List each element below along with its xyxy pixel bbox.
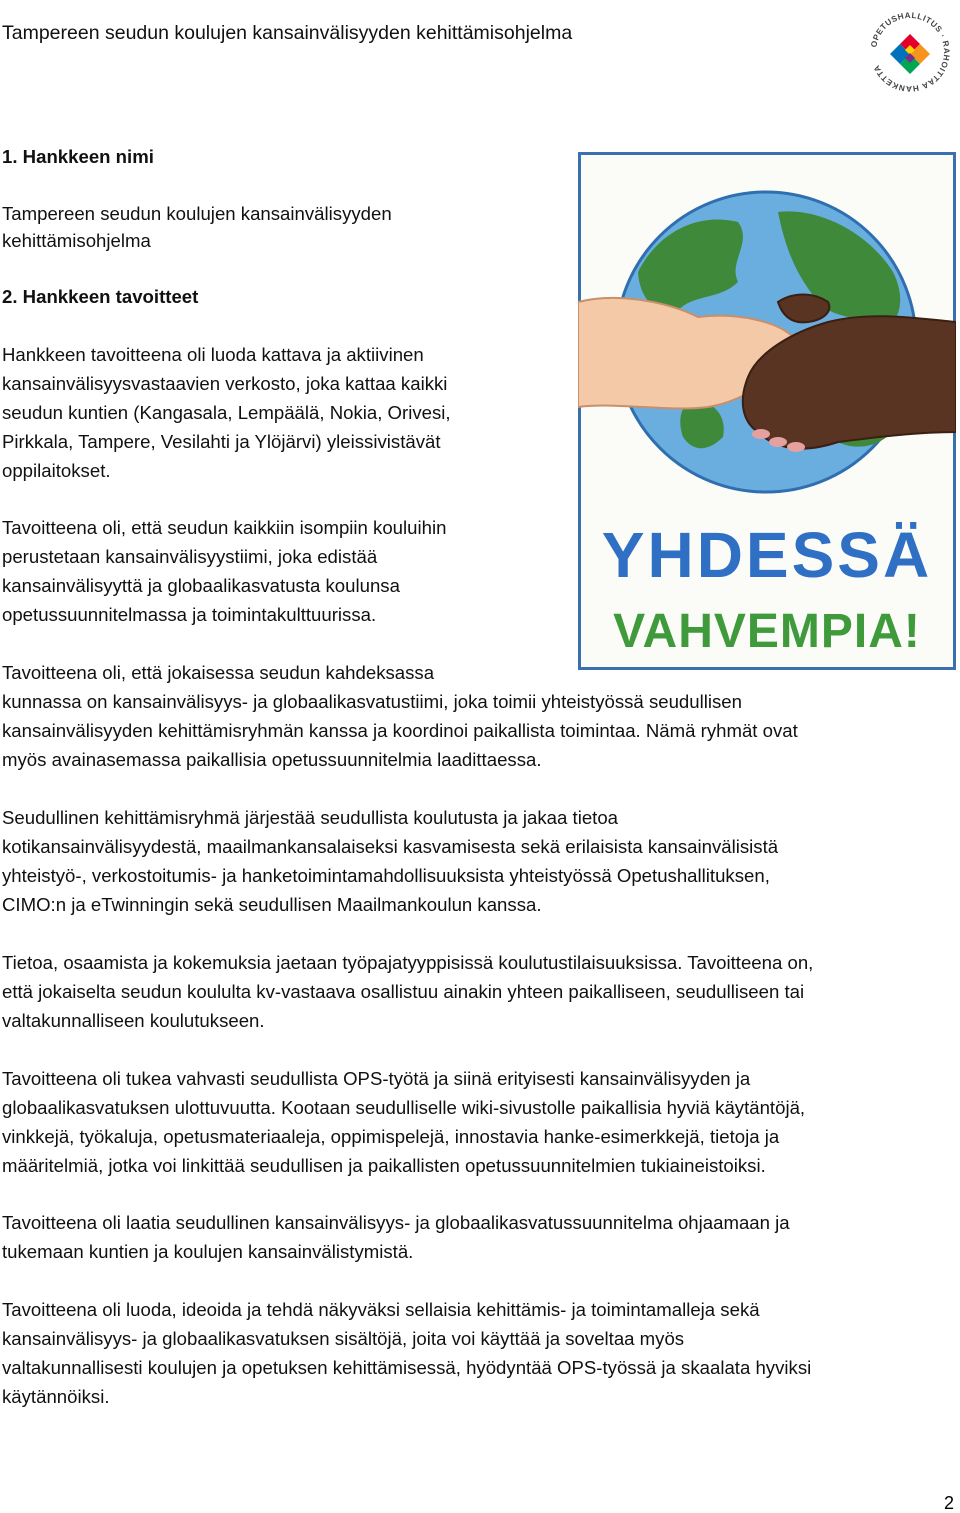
- opetushallitus-logo: [862, 4, 958, 100]
- paragraph-line: kotikansainvälisyydestä, maailmankansalaiseksi kasvamisesta sekä erilaisista kansainvälisistä: [2, 836, 779, 857]
- paragraph-line: Seudullinen kehittämisryhmä järjestää seudullista koulutusta ja jakaa tietoa: [2, 807, 619, 828]
- paragraph-line: Tavoitteena oli, että jokaisessa seudun kahdeksassa: [2, 662, 435, 683]
- paragraph-line: kansainvälisyysvastaavien verkosto, joka kattaa kaikki: [2, 373, 448, 394]
- paragraph-line: CIMO:n ja eTwinningin sekä seudullisen Maailmankoulun kanssa.: [2, 894, 542, 915]
- section-heading-project-goals: 2. Hankkeen tavoitteet: [2, 286, 199, 307]
- paragraph-line: valtakunnallisesti koulujen ja opetuksen kehittämisessä, hyödyntää OPS-työssä ja skaalata hyviksi: [2, 1357, 812, 1378]
- paragraph-line: perustetaan kansainvälisyystiimi, joka edistää: [2, 546, 378, 567]
- paragraph-line: Tavoitteena oli tukea vahvasti seudullista OPS-työtä ja siinä erityisesti kansainvälisyyden ja: [2, 1068, 751, 1089]
- document-header-title: Tampereen seudun koulujen kansainvälisyyden kehittämisohjelma: [2, 22, 573, 44]
- paragraph-line: kansainvälisyys- ja globaalikasvatuksen sisältöjä, joita voi käyttää ja soveltaa myös: [2, 1328, 685, 1349]
- paragraph-line: myös avainasemassa paikallisia opetussuunnitelmia laadittaessa.: [2, 749, 542, 770]
- page-number: 2: [943, 1493, 954, 1513]
- paragraph-line: Tavoitteena oli, että seudun kaikkiin isompiin kouluihin: [2, 517, 447, 538]
- illustration-caption-line1: YHDESSÄ: [601, 519, 933, 591]
- paragraph-line: käytännöiksi.: [2, 1386, 110, 1407]
- paragraph-line: Tietoa, osaamista ja kokemuksia jaetaan työpajatyyppisissä koulutustilaisuuksissa. Tavoitteena on,: [2, 952, 814, 973]
- paragraph-line: yhteistyö-, verkostoitumis- ja hanketoimintamahdollisuuksista yhteistyössä Opetushallituksen,: [2, 865, 770, 886]
- paragraph-line: kunnassa on kansainvälisyys- ja globaalikasvatustiimi, joka toimii yhteistyössä seudullisen: [2, 691, 742, 712]
- paragraph-line: opetussuunnitelmassa ja toimintakulttuurissa.: [2, 604, 377, 625]
- paragraph-line: valtakunnalliseen koulutukseen.: [2, 1010, 265, 1031]
- illustration-globe-hands: [578, 152, 956, 670]
- paragraph-line: tukemaan kuntien ja koulujen kansainvälistymistä.: [2, 1241, 414, 1262]
- svg-text:OPETUSHALLITUS · RAHOITTAA HAN: OPETUSHALLITUS · RAHOITTAA HANKETTA: [869, 10, 952, 94]
- paragraph-line: Hankkeen tavoitteena oli luoda kattava ja aktiivinen: [2, 344, 424, 365]
- paragraph-line: globaalikasvatuksen ulottuvuutta. Kootaan seudulliselle wiki-sivustolle paikallisia hyviä käytäntöjä,: [2, 1097, 806, 1118]
- paragraph-line: Tavoitteena oli luoda, ideoida ja tehdä näkyväksi sellaisia kehittämis- ja toimintamalleja sekä: [2, 1299, 760, 1320]
- paragraph-line: seudun kuntien (Kangasala, Lempäälä, Nokia, Orivesi,: [2, 402, 451, 423]
- project-name-line: Tampereen seudun koulujen kansainvälisyyden: [2, 203, 392, 224]
- paragraph-line: määritelmiä, jotka voi linkittää seudullisen ja paikallisten opetussuunnitelmien tukiaineistoiksi.: [2, 1155, 766, 1176]
- paragraph-line: vinkkejä, työkaluja, opetusmateriaaleja, oppimispelejä, innostavia hanke-esimerkkejä, tietoja ja: [2, 1126, 780, 1147]
- paragraph-line: Tavoitteena oli laatia seudullinen kansainvälisyys- ja globaalikasvatussuunnitelma ohjaamaan ja: [2, 1212, 790, 1233]
- paragraph-line: Pirkkala, Tampere, Vesilahti ja Ylöjärvi) yleissivistävät: [2, 431, 441, 452]
- illustration-caption-line2: VAHVEMPIA!: [613, 605, 921, 658]
- paragraph-line: oppilaitokset.: [2, 460, 111, 481]
- section-heading-project-name: 1. Hankkeen nimi: [2, 146, 154, 167]
- paragraph-line: kansainvälisyyden kehittämisryhmän kanssa ja koordinoi paikallista toimintaa. Nämä ryhmät ovat: [2, 720, 798, 741]
- paragraph-line: kansainvälisyyttä ja globaalikasvatusta koulunsa: [2, 575, 400, 596]
- paragraph-line: että jokaiselta seudun koululta kv-vastaava osallistuu ainakin yhteen paikalliseen, seudulliseen tai: [2, 981, 805, 1002]
- project-name-line: kehittämisohjelma: [2, 230, 151, 251]
